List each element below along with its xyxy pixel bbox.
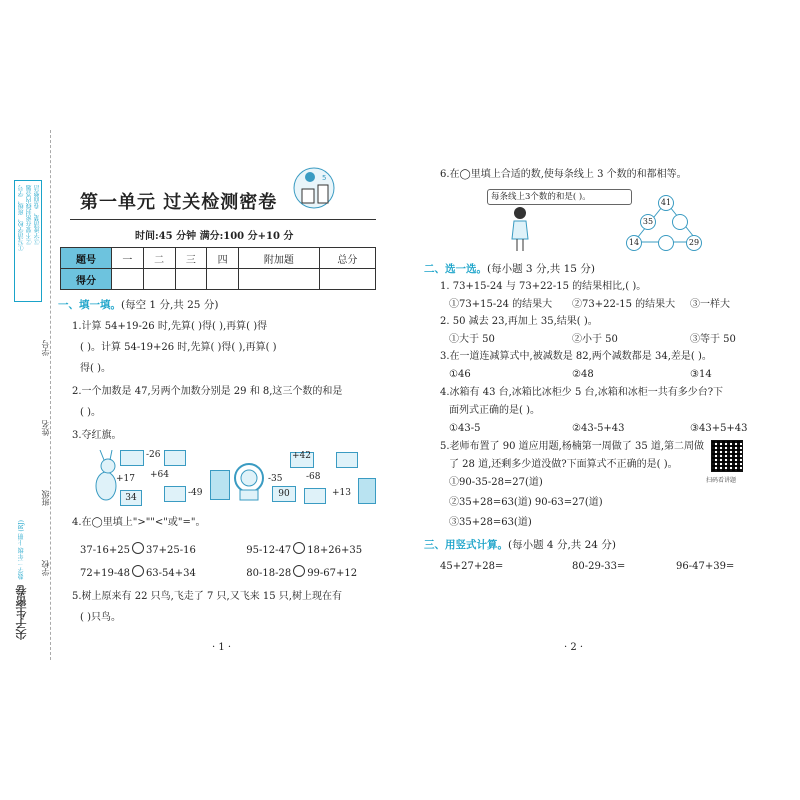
c3-stem: 3.在一道连减算式中,被减数是 82,两个减数都是 34,差是( )。 <box>440 351 712 362</box>
c2-stem: 2. 50 减去 23,再加上 35,结果( )。 <box>440 316 598 327</box>
op-label: -68 <box>306 472 321 482</box>
c4-line1: 4.冰箱有 43 台,冰箱比冰柜少 5 台,冰箱和冰柜一共有多少台?下 <box>440 387 724 398</box>
c4-line2: 面列式正确的是( )。 <box>449 405 540 416</box>
q4-row1: 37-16+25 37+25-16 95-12-47 18+26+35 <box>80 542 362 557</box>
c2-opt[interactable]: ③等于 50 <box>690 334 736 345</box>
calc-item[interactable]: 96-47+39= <box>676 561 735 572</box>
flow-box[interactable] <box>336 452 358 468</box>
c1-stem: 1. 73+15-24 与 73+22-15 的结果相比,( )。 <box>440 281 647 292</box>
q1-line3: 得( )。 <box>80 363 111 374</box>
table-cell: 一 <box>112 248 144 269</box>
table-cell: 四 <box>207 248 239 269</box>
q2-line1: 2.一个加数是 47,另两个加数分别是 29 和 8,这三个数的和是 <box>72 386 343 397</box>
c5-opt[interactable]: ②35+28=63(道) 90-63=27(道) <box>449 497 603 508</box>
q4-row2: 72+19-48 63-54+34 80-18-28 99-67+12 <box>80 565 357 580</box>
op-label: +64 <box>150 470 169 480</box>
c5-line1: 5.老师布置了 90 道应用题,杨楠第一周做了 35 道,第二周做 <box>440 441 705 452</box>
table-cell: 总分 <box>319 248 375 269</box>
score-input-cell[interactable] <box>175 269 207 290</box>
score-input-cell[interactable] <box>112 269 144 290</box>
compare-circle[interactable] <box>132 565 144 577</box>
qr-code-icon[interactable] <box>711 440 743 472</box>
calc-item[interactable]: 80-29-33= <box>572 561 626 572</box>
op-label: -35 <box>268 474 283 484</box>
table-cell: 二 <box>143 248 175 269</box>
section-1-heading: 一、填一填。(每空 1 分,共 25 分) <box>58 299 219 311</box>
c2-opt[interactable]: ②小于 50 <box>572 334 618 345</box>
instruction-line: ③字迹清楚、卷面整洁 <box>34 185 41 245</box>
flow-box[interactable] <box>164 450 186 466</box>
table-cell: 附加题 <box>239 248 320 269</box>
c3-opt[interactable]: ②48 <box>572 369 594 380</box>
c1-opt[interactable]: ③一样大 <box>690 299 730 310</box>
page-number: · 1 · <box>212 642 232 653</box>
class-label: 班级 <box>41 490 50 506</box>
speech-bubble: 每条线上3个数的和是( )。 <box>487 189 632 205</box>
compare-circle[interactable] <box>293 542 305 554</box>
flow-start-box: 34 <box>120 490 142 506</box>
lion-icon <box>232 462 266 502</box>
c5-line2: 了 28 道,还剩多少道没做?下面算式不正确的是( )。 <box>449 459 678 470</box>
name-label: 姓名 <box>41 420 50 436</box>
flow-box[interactable] <box>304 488 326 504</box>
op-label: +17 <box>116 474 135 484</box>
op-label: -26 <box>146 450 161 460</box>
calc-item[interactable]: 45+27+28= <box>440 561 504 572</box>
triangle-node: 29 <box>686 235 702 251</box>
q1-line2: ( )。计算 54-19+26 时,先算( )得( ),再算( ) <box>80 342 277 353</box>
q5-line1: 5.树上原来有 22 只鸟,飞走了 7 只,又飞来 15 只,树上现在有 <box>72 591 342 602</box>
c5-opt[interactable]: ①90-35-28=27(道) <box>449 477 543 488</box>
book-subtitle: 数学 二年级 上册 (RJ) <box>18 520 25 580</box>
red-flag-icon <box>358 478 376 504</box>
table-cell: 得分 <box>61 269 112 290</box>
qr-caption: 扫码看讲题 <box>706 477 737 484</box>
c4-opt[interactable]: ①43-5 <box>449 423 481 434</box>
c4-opt[interactable]: ②43-5+43 <box>572 423 625 434</box>
op-label: +13 <box>332 488 351 498</box>
student-id-label: 学号 <box>41 340 50 356</box>
exam-meta: 时间:45 分钟 满分:100 分+10 分 <box>135 231 294 242</box>
compare-circle[interactable] <box>293 565 305 577</box>
svg-text:5: 5 <box>322 174 327 182</box>
c5-opt[interactable]: ③35+28=63(道) <box>449 517 532 528</box>
page-number: · 2 · <box>564 642 584 653</box>
score-input-cell[interactable] <box>319 269 375 290</box>
c1-opt[interactable]: ①73+15-24 的结果大 <box>449 299 553 310</box>
school-label: 学校 <box>41 560 50 576</box>
triangle-blank-node[interactable] <box>658 235 674 251</box>
op-label: +42 <box>292 451 311 461</box>
score-table <box>60 247 376 290</box>
c2-opt[interactable]: ①大于 50 <box>449 334 495 345</box>
q2-line2: ( )。 <box>80 407 101 418</box>
title-divider <box>70 219 376 220</box>
score-input-cell[interactable] <box>143 269 175 290</box>
flow-box[interactable] <box>120 450 144 466</box>
table-row <box>61 269 376 290</box>
compare-circle[interactable] <box>132 542 144 554</box>
table-row <box>61 248 376 269</box>
instruction-strip <box>14 180 42 302</box>
flow-start-box: 90 <box>272 486 296 502</box>
section-3-heading: 三、用竖式计算。(每小题 4 分,共 24 分) <box>424 539 616 551</box>
triangle-node: 41 <box>658 195 674 211</box>
table-cell: 题号 <box>61 248 112 269</box>
red-flag-icon <box>210 470 230 500</box>
triangle-node: 35 <box>640 214 656 230</box>
q1-line1: 1.计算 54+19-26 时,先算( )得( ),再算( )得 <box>72 321 268 332</box>
table-cell: 三 <box>175 248 207 269</box>
q4-label: 4.在◯里填上">""<"或"="。 <box>72 517 206 528</box>
q5-line2: ( )只鸟。 <box>80 612 121 623</box>
page-title: 第一单元 过关检测密卷 <box>80 192 278 213</box>
c1-opt[interactable]: ②73+22-15 的结果大 <box>572 299 676 310</box>
header-illustration <box>292 165 336 211</box>
book-title: 尖子生密卷 <box>15 585 28 640</box>
seal-line <box>50 130 51 660</box>
score-input-cell[interactable] <box>239 269 320 290</box>
q6-label: 6.在◯里填上合适的数,使每条线上 3 个数的和都相等。 <box>440 169 687 180</box>
op-label: -49 <box>188 488 203 498</box>
q3-label: 3.夺红旗。 <box>72 430 122 441</box>
section-2-heading: 二、选一选。(每小题 3 分,共 15 分) <box>424 263 595 275</box>
girl-icon <box>508 205 532 253</box>
score-input-cell[interactable] <box>207 269 239 290</box>
flow-box[interactable] <box>164 486 186 502</box>
c3-opt[interactable]: ①46 <box>449 369 471 380</box>
triangle-node: 14 <box>626 235 642 251</box>
c3-opt[interactable]: ③14 <box>690 369 712 380</box>
instruction-line: ①写清学校、班级、学号 <box>18 185 25 251</box>
c4-opt[interactable]: ③43+5+43 <box>690 423 748 434</box>
triangle-blank-node[interactable] <box>672 214 688 230</box>
instruction-line: ②不要在密封线内答题 <box>26 185 33 245</box>
